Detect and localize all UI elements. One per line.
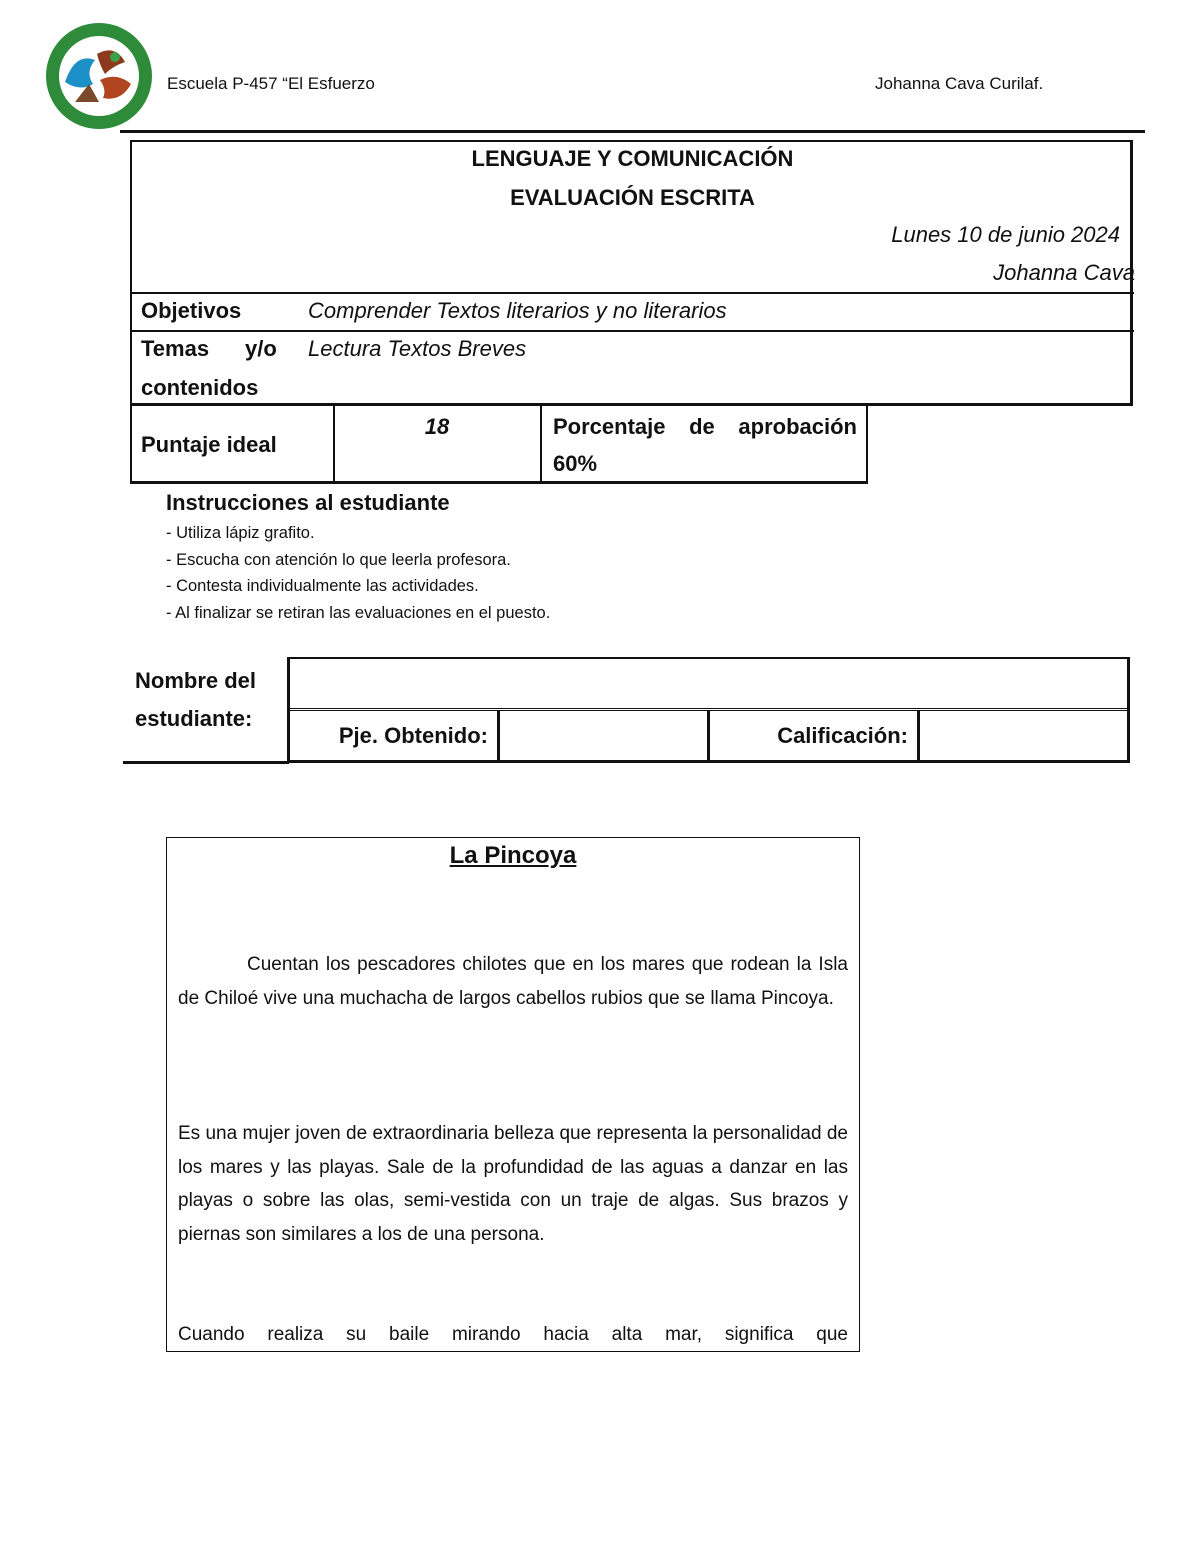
topics-value: Lectura Textos Breves — [308, 336, 527, 361]
points-cell-divider — [497, 710, 500, 762]
story-paragraph: Cuentan los pescadores chilotes que en los mares que rodean la Isla de Chiloé vive una muchacha de largos cabellos rubios que se llama Pincoya. — [178, 954, 848, 1009]
story-paragraph: Cuando realiza su baile mirando hacia alta mar, significa que — [178, 1324, 848, 1345]
table-row-divider — [130, 292, 1134, 294]
grade-field[interactable] — [922, 713, 1125, 759]
points-field[interactable] — [502, 713, 704, 759]
table-row-divider — [130, 330, 1134, 332]
instruction-item: - Utiliza lápiz grafito. — [166, 524, 315, 542]
objectives-value: Comprender Textos literarios y no literarios — [308, 298, 727, 323]
story-box — [166, 837, 860, 1352]
exam-date: Lunes 10 de junio 2024 — [891, 222, 1120, 247]
approval-label: Porcentaje de aprobación — [553, 414, 857, 439]
student-name-field[interactable] — [290, 663, 1126, 705]
exam-info-table — [130, 140, 1133, 406]
instruction-item: - Al finalizar se retiran las evaluaciones en el puesto. — [166, 604, 551, 622]
exam-type: EVALUACIÓN ESCRITA — [510, 185, 755, 210]
score-cell-divider — [540, 406, 542, 484]
school-logo — [45, 22, 153, 130]
topics-label-word-1: Temas — [141, 336, 210, 361]
instruction-item: - Contesta individualmente las actividades. — [166, 577, 479, 595]
points-label: Pje. Obtenido: — [338, 723, 488, 748]
grade-cell-divider — [917, 710, 920, 762]
story-title: La Pincoya — [449, 842, 577, 869]
name-label-underline — [123, 761, 289, 764]
instructions-title: Instrucciones al estudiante — [166, 490, 450, 515]
score-value: 18 — [424, 414, 450, 439]
school-name: Escuela P-457 “El Esfuerzo — [167, 74, 375, 93]
score-label: Puntaje ideal — [141, 432, 277, 457]
teacher-name: Johanna Cava Curilaf. — [875, 74, 1044, 93]
story-paragraph: Es una mujer joven de extraordinaria belleza que representa la personalidad de los mares y las playas. Sale de la profundidad de las aguas a danzar en las playas o sobre las olas, semi-vestida con un traje de algas. Sus brazos y piernas son similares a los de una persona. — [178, 1123, 848, 1245]
topics-label-word-2: y/o — [245, 336, 277, 361]
exam-author: Johanna Cava — [993, 260, 1135, 285]
instruction-item: - Escucha con atención lo que leerla profesora. — [166, 551, 511, 569]
exam-subject: LENGUAJE Y COMUNICACIÓN — [471, 146, 794, 171]
student-name-label: Nombre del estudiante: — [135, 668, 257, 731]
topics-label-word-3: contenidos — [141, 375, 259, 400]
objectives-label: Objetivos — [141, 298, 242, 323]
header-divider — [120, 130, 1145, 133]
grade-label: Calificación: — [777, 723, 908, 748]
approval-value: 60% — [553, 451, 598, 476]
